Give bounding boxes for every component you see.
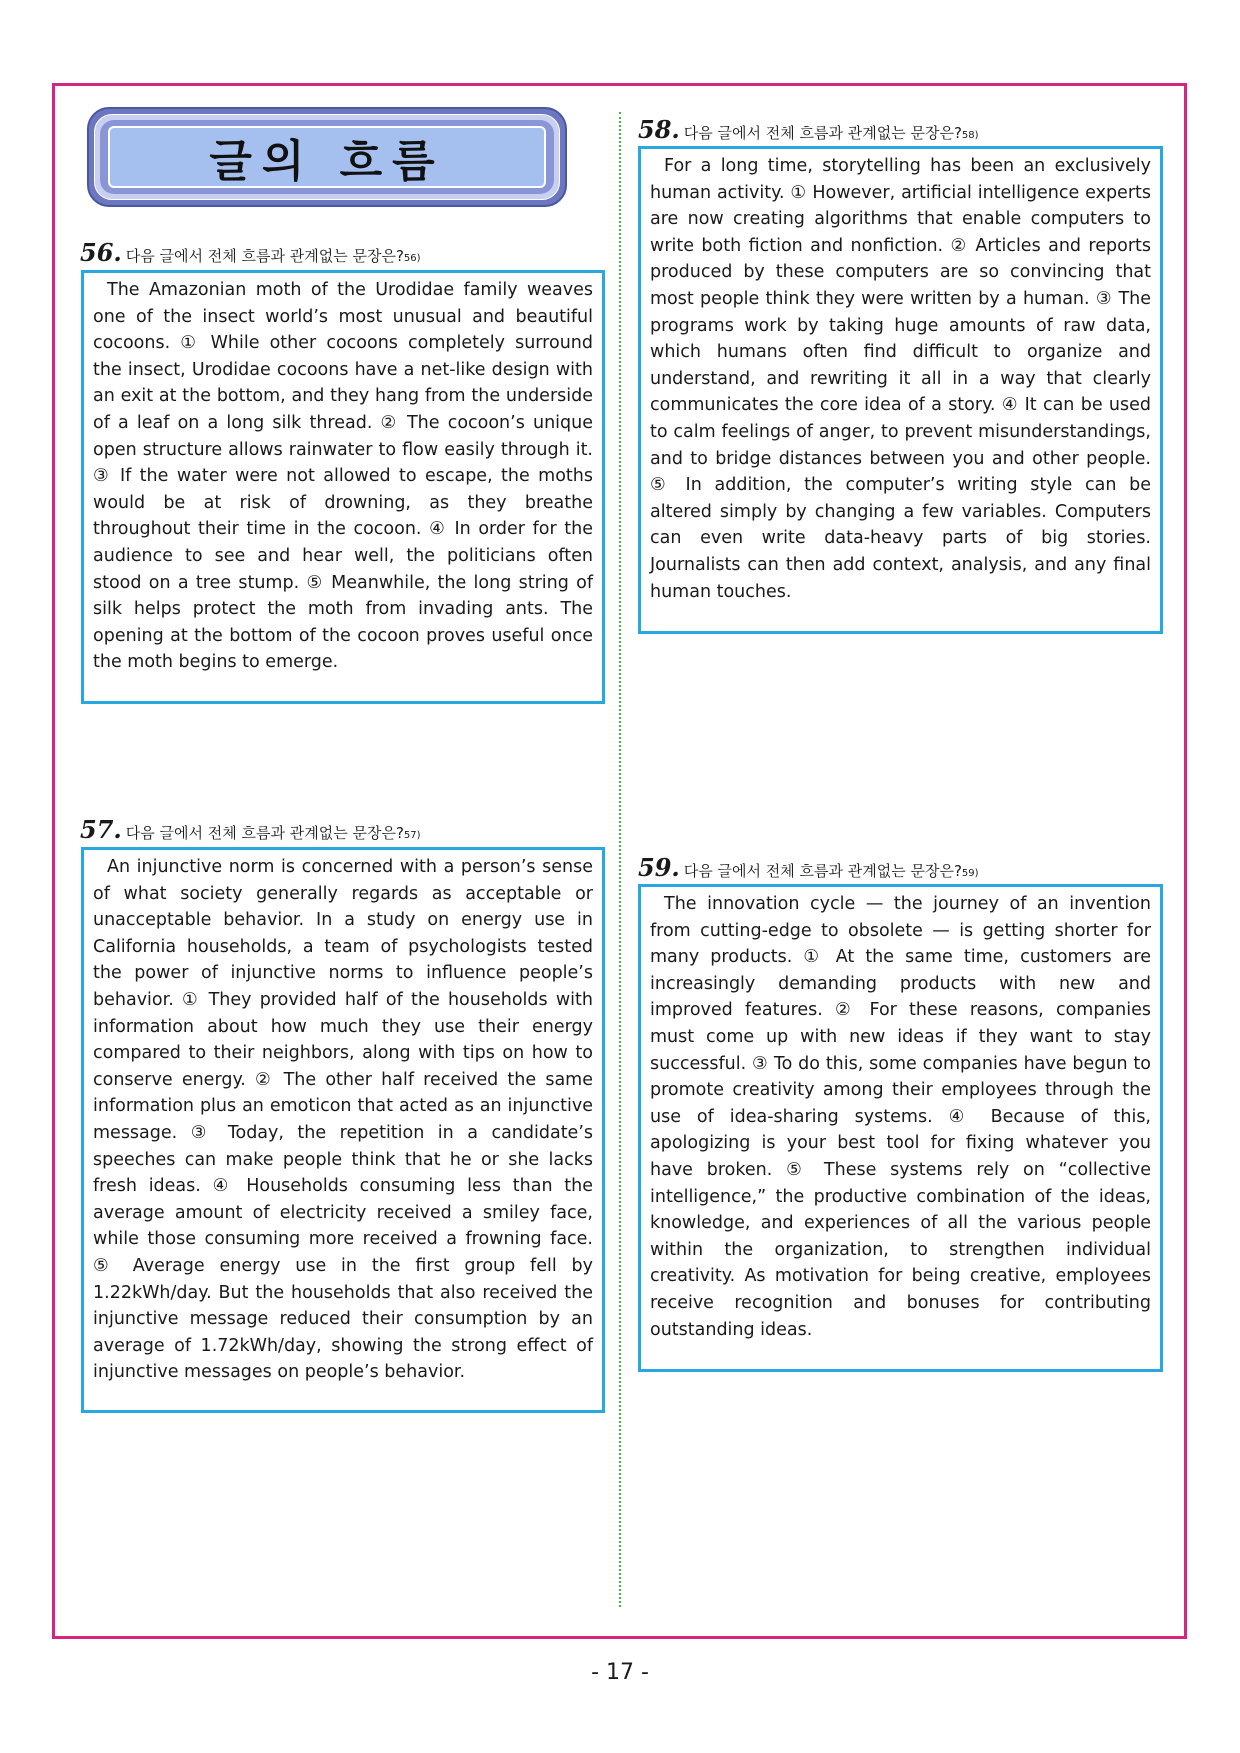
question-prompt: 다음 글에서 전체 흐름과 관계없는 문장은? (683, 862, 962, 880)
footnote-ref: 59) (961, 868, 979, 879)
question-number: 59. (638, 853, 680, 882)
passage-text: The Amazonian moth of the Urodidae family weaves one of the insect world’s most unusual and beautiful cocoons. ① While other cocoons completely surround the insect, Urodidae cocoons have a net-like design with an exit at the bottom, and they hang from the underside of a leaf on a long silk thread. ② The cocoon’s unique open structure allows rainwater to flow easily through it. ③ If the water were not allowed to escape, the moths would be at risk of drowning, as they breathe throughout their time in the cocoon. ④ In order for the audience to see and hear well, the politicians often stood on a tree stump. ⑤ Meanwhile, the long string of silk helps protect the moth from invading ants. The opening at the bottom of the cocoon proves useful once the moth begins to emerge. (93, 280, 593, 673)
section-banner (87, 107, 567, 207)
question-56-header (80, 238, 421, 267)
question-58-header (638, 115, 979, 144)
question-number: 57. (80, 815, 122, 844)
column-divider (619, 112, 621, 1607)
question-59-passage-box (638, 884, 1163, 1372)
footnote-ref: 58) (961, 130, 979, 141)
question-prompt: 다음 글에서 전체 흐름과 관계없는 문장은? (125, 247, 404, 265)
footnote-ref: 56) (403, 253, 421, 264)
question-59-header (638, 853, 979, 882)
passage-text: An injunctive norm is concerned with a person’s sense of what society generally regards as acceptable or unacceptable behavior. In a study on energy use in California households, a team of psychologists tested the power of injunctive norms to influence people’s behavior. ① They provided half of the households with information about how much they use their energy compared to their neighbors, along with tips on how to conserve energy. ② The other half received the same information plus an emoticon that acted as an injunctive message. ③ Today, the repetition in a candidate’s speeches can make people think that he or she lacks fresh ideas. ④ Households consuming less than the average amount of electricity received a smiley face, while those consuming more received a frowning face. ⑤ Average energy use in the first group fell by 1.22kWh/day. But the households that also received the injunctive message reduced their consumption by an average of 1.72kWh/day, showing the strong effect of injunctive messages on people’s behavior. (93, 857, 593, 1383)
passage-text: The innovation cycle — the journey of an invention from cutting-edge to obsolete — is getting shorter for many products. ① At the same time, customers are increasingly demanding products with new and improved features. ② For these reasons, companies must come up with new ideas if they want to stay successful. ③ To do this, some companies have begun to promote creativity among their employees through the use of idea-sharing systems. ④ Because of this, apologizing is your best tool for fixing whatever you have broken. ⑤ These systems rely on “collective intelligence,” the productive combination of the ideas, knowledge, and experiences of all the various people within the organization, to strengthen individual creativity. As motivation for being creative, employees receive recognition and bonuses for contributing outstanding ideas. (650, 894, 1151, 1340)
section-title: 글의 흐름 (209, 136, 445, 187)
page-number: - 17 - (591, 1660, 649, 1685)
passage-text: For a long time, storytelling has been an exclusively human activity. ① However, artificial intelligence experts are now creating algorithms that enable computers to write both fiction and nonfiction. ② Articles and reports produced by these computers are so convincing that most people think they were written by a human. ③ The programs work by taking huge amounts of raw data, which humans often find difficult to organize and understand, and rewriting it all in a way that clearly communicates the core idea of a story. ④ It can be used to calm feelings of anger, to prevent misunderstandings, and to bridge distances between you and other people. ⑤ In addition, the computer’s writing style can be altered simply by changing a few variables. Computers can even write data-heavy parts of big stories. Journalists can then add context, analysis, and any final human touches. (650, 156, 1151, 602)
question-number: 58. (638, 115, 680, 144)
question-57-header (80, 815, 421, 844)
question-number: 56. (80, 238, 122, 267)
question-prompt: 다음 글에서 전체 흐름과 관계없는 문장은? (683, 124, 962, 142)
banner-title-panel (108, 126, 546, 188)
question-prompt: 다음 글에서 전체 흐름과 관계없는 문장은? (125, 824, 404, 842)
question-56-passage-box (81, 270, 605, 704)
question-57-passage-box (81, 847, 605, 1413)
footnote-ref: 57) (403, 830, 421, 841)
question-58-passage-box (638, 146, 1163, 634)
